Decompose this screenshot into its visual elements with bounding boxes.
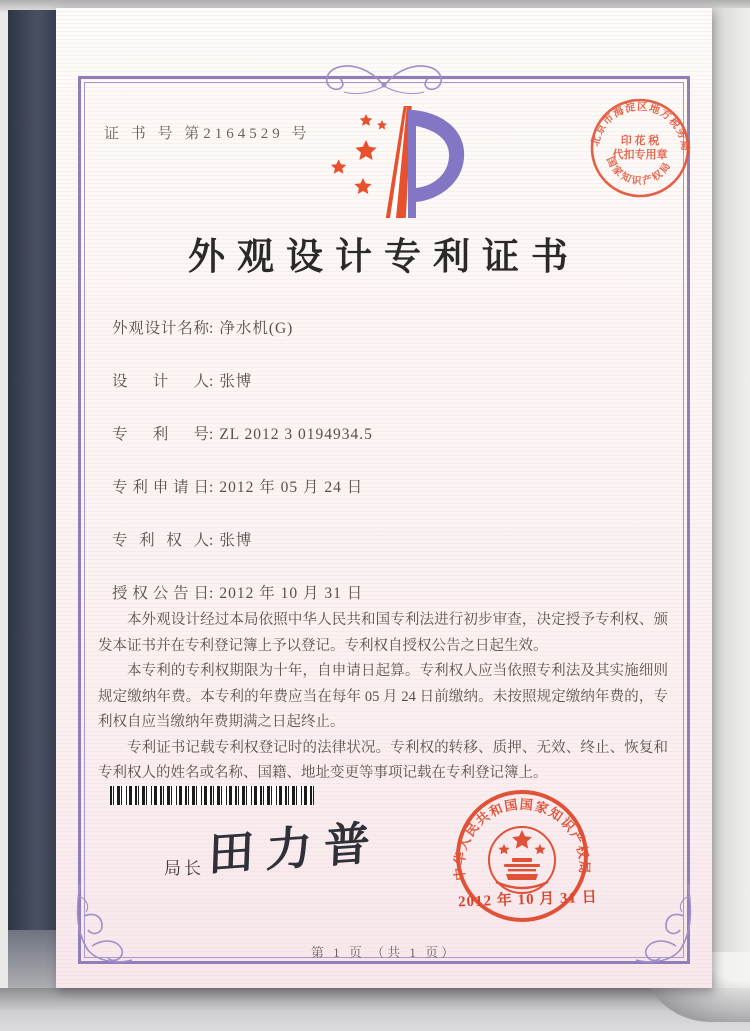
colon: : <box>209 585 214 602</box>
seal-ring-text: 中华人民共和国国家知识产权局 <box>452 796 592 882</box>
field-patentee <box>112 528 592 550</box>
scan-edge-bottom <box>0 988 750 1031</box>
sipo-logo <box>308 100 478 222</box>
colon: : <box>209 426 214 443</box>
seal-date: 2012 年 10 月 31 日 <box>457 889 599 911</box>
field-value: 2012 年 05 月 24 日 <box>219 479 364 496</box>
field-design-name <box>112 316 592 338</box>
certificate-title: 外观设计专利证书 <box>188 237 580 278</box>
certificate-fields <box>112 316 592 634</box>
field-value: 张博 <box>219 532 253 549</box>
legal-paragraph-2: 本专利的专利权期限为十年，自申请日起算。专利权人应当依照专利法及其实施细则规定缴纳年费。本专利的年费应当在每年 05 月 24 日前缴纳。未按照规定缴纳年费的，专利权自应当缴纳年费期满之日起终止。 <box>98 663 668 730</box>
stamp-ring-bottom-text: 国家知识产权局 <box>603 155 675 188</box>
stamp-ring-top-text: 北京市海淀区地方税务局 <box>590 101 691 153</box>
logo-spike <box>386 104 412 218</box>
certificate-page <box>56 8 712 988</box>
barcode <box>110 786 314 805</box>
field-label: 专利申请日 <box>112 479 209 496</box>
field-grant-date <box>112 581 592 603</box>
field-label: 专利号 <box>112 426 209 443</box>
stamp-center-line1: 印 花 税 <box>620 135 660 147</box>
field-value: 张博 <box>219 373 253 390</box>
logo-p-bowl <box>408 110 464 218</box>
field-label: 授权公告日 <box>112 585 209 602</box>
legal-paragraph-3: 专利证书记载专利权登记时的法律状况。专利权的转移、质押、无效、终止、恢复和专利权人的姓名或名称、国籍、地址变更等事项记载在专利登记簿上。 <box>98 739 668 781</box>
legal-paragraph-1: 本外观设计经过本局依照中华人民共和国专利法进行初步审查，决定授予专利权、颁发本证书并在专利登记簿上予以登记。专利权自授权公告之日起生效。 <box>98 612 668 654</box>
colon: : <box>209 479 214 496</box>
colon: : <box>209 373 214 390</box>
field-value: 2012 年 10 月 31 日 <box>219 585 364 602</box>
colon: : <box>209 532 214 549</box>
logo-stars <box>331 114 387 194</box>
field-value: 净水机(G) <box>219 320 294 337</box>
book-spine <box>8 10 56 938</box>
national-emblem <box>489 827 555 893</box>
director-title: 局长 <box>164 859 204 878</box>
field-label: 设计人 <box>112 373 209 390</box>
page-footer: 第 1 页 （共 1 页） <box>310 945 458 960</box>
legal-text <box>98 608 668 787</box>
stamp-center-line2: 代扣专用章 <box>612 149 668 161</box>
field-value: ZL 2012 3 0194934.5 <box>219 426 373 443</box>
scan-edge-right <box>712 8 750 992</box>
flourish-ornament-top-center <box>294 52 474 104</box>
field-label: 外观设计名称 <box>112 320 209 337</box>
field-label: 专利权人 <box>112 532 209 549</box>
field-patent-number <box>112 422 592 444</box>
director-signature: 田力普 <box>207 815 383 882</box>
tax-stamp <box>586 94 694 202</box>
field-designer <box>112 369 592 391</box>
certificate-number: 证 书 号 第2164529 号 <box>104 126 311 142</box>
field-filing-date <box>112 475 592 497</box>
colon: : <box>209 320 214 337</box>
